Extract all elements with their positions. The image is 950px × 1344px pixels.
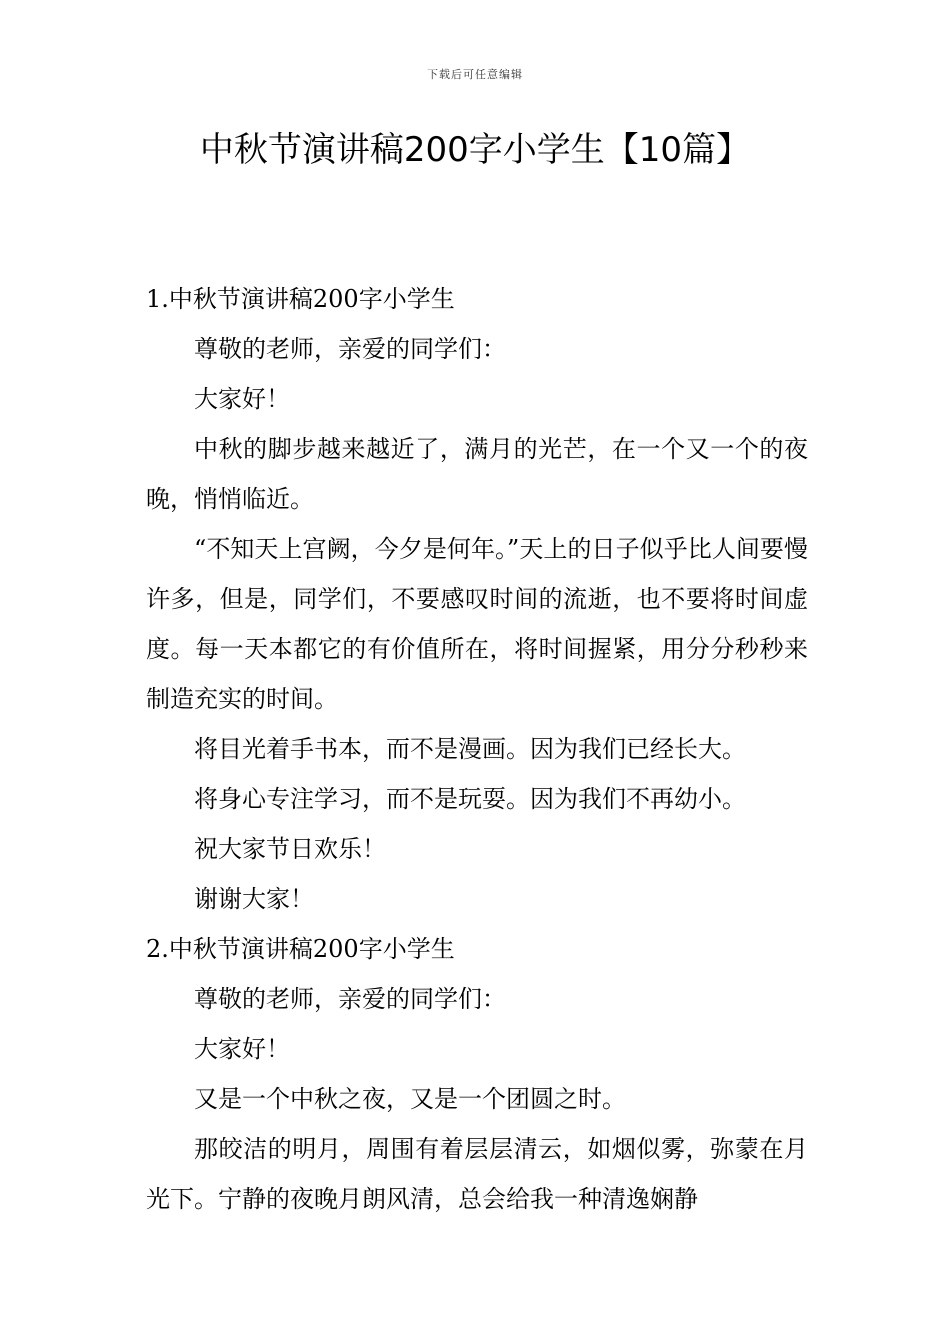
section-heading-1: 1.中秋节演讲稿200字小学生 bbox=[146, 285, 455, 313]
paragraph: 大家好！ bbox=[194, 1035, 290, 1063]
header-note: 下载后可任意编辑 bbox=[427, 68, 523, 81]
paragraph: 中秋的脚步越来越近了，满月的光芒，在一个又一个的夜晚，悄悄临近。 bbox=[146, 435, 808, 513]
paragraph: 将身心专注学习，而不是玩耍。因为我们不再幼小。 bbox=[194, 785, 746, 813]
paragraph: 尊敬的老师，亲爱的同学们： bbox=[194, 985, 506, 1013]
paragraph: 谢谢大家！ bbox=[194, 885, 314, 913]
paragraph: 祝大家节日欢乐！ bbox=[194, 835, 386, 863]
document-body bbox=[146, 274, 808, 1224]
document-title: 中秋节演讲稿200字小学生【10篇】 bbox=[199, 130, 751, 170]
paragraph: 又是一个中秋之夜，又是一个团圆之时。 bbox=[194, 1085, 626, 1113]
paragraph: 将目光着手书本，而不是漫画。因为我们已经长大。 bbox=[194, 735, 746, 763]
paragraph: 尊敬的老师，亲爱的同学们： bbox=[194, 335, 506, 363]
paragraph: “不知天上宫阙，今夕是何年。”天上的日子似乎比人间要慢许多，但是，同学们，不要感叹时间的流逝，也不要将时间虚度。每一天本都它的有价值所在，将时间握紧，用分分秒秒来制造充实的时间。 bbox=[146, 535, 808, 713]
paragraph: 大家好！ bbox=[194, 385, 290, 413]
section-heading-2: 2.中秋节演讲稿200字小学生 bbox=[146, 935, 455, 963]
paragraph: 那皎洁的明月，周围有着层层清云，如烟似雾，弥蒙在月光下。宁静的夜晚月朗风清，总会给我一种清逸娴静 bbox=[146, 1135, 808, 1213]
